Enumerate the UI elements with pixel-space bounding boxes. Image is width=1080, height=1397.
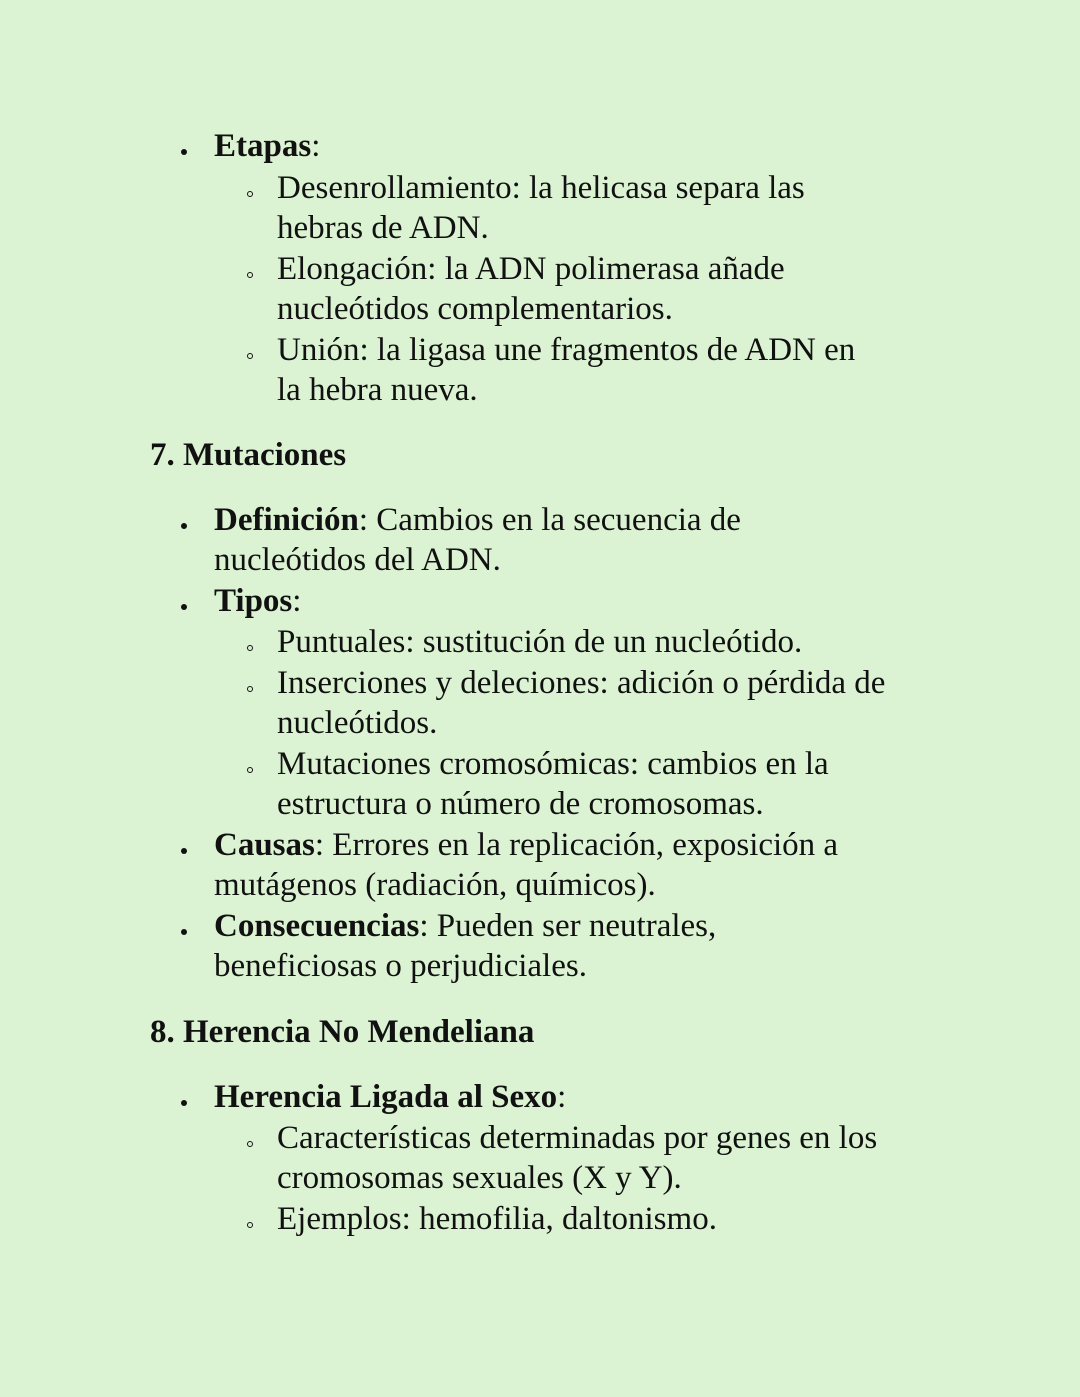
tipo-inserciones-line1: Inserciones y deleciones: adición o pérdida de — [277, 665, 886, 701]
etapas-label: Etapas: — [214, 128, 321, 164]
etapa-desenrollamiento-line1: Desenrollamiento: la helicasa separa las — [277, 170, 805, 206]
etapa-desenrollamiento-line2: hebras de ADN. — [277, 210, 489, 246]
herencia-caracteristicas-line2: cromosomas sexuales (X y Y). — [277, 1160, 682, 1196]
circle-bullet-icon — [247, 686, 253, 692]
section-7-heading: 7. Mutaciones — [150, 437, 347, 473]
bullet-icon — [181, 848, 187, 854]
tipo-puntuales: Puntuales: sustitución de un nucleótido. — [277, 624, 803, 660]
circle-bullet-icon — [247, 1222, 253, 1228]
causas-line2: mutágenos (radiación, químicos). — [214, 867, 656, 903]
circle-bullet-icon — [247, 645, 253, 651]
circle-bullet-icon — [247, 1141, 253, 1147]
causas-line1: Causas: Errores en la replicación, exposición a — [214, 827, 839, 863]
tipo-inserciones-line2: nucleótidos. — [277, 705, 438, 741]
etapa-elongacion-line2: nucleótidos complementarios. — [277, 291, 673, 327]
tipo-cromosomicas-line2: estructura o número de cromosomas. — [277, 786, 764, 822]
herencia-caracteristicas-line1: Características determinadas por genes en los — [277, 1120, 878, 1156]
bullet-icon — [181, 149, 187, 155]
consecuencias-line1: Consecuencias: Pueden ser neutrales, — [214, 908, 717, 944]
definicion-line2: nucleótidos del ADN. — [214, 542, 501, 578]
bullet-icon — [181, 604, 187, 610]
tipos-label: Tipos: — [214, 583, 302, 619]
consecuencias-line2: beneficiosas o perjudiciales. — [214, 948, 587, 984]
definicion-line1: Definición: Cambios en la secuencia de — [214, 502, 741, 538]
circle-bullet-icon — [247, 191, 253, 197]
bullet-icon — [181, 523, 187, 529]
circle-bullet-icon — [247, 272, 253, 278]
section-8-heading: 8. Herencia No Mendeliana — [150, 1014, 535, 1050]
bullet-icon — [181, 1100, 187, 1106]
herencia-ligada-label: Herencia Ligada al Sexo: — [214, 1079, 567, 1115]
herencia-ejemplos: Ejemplos: hemofilia, daltonismo. — [277, 1201, 717, 1237]
circle-bullet-icon — [247, 353, 253, 359]
etapa-union-line1: Unión: la ligasa une fragmentos de ADN en — [277, 332, 856, 368]
circle-bullet-icon — [247, 767, 253, 773]
etapa-union-line2: la hebra nueva. — [277, 372, 478, 408]
etapa-elongacion-line1: Elongación: la ADN polimerasa añade — [277, 251, 785, 287]
bullet-icon — [181, 929, 187, 935]
tipo-cromosomicas-line1: Mutaciones cromosómicas: cambios en la — [277, 746, 829, 782]
